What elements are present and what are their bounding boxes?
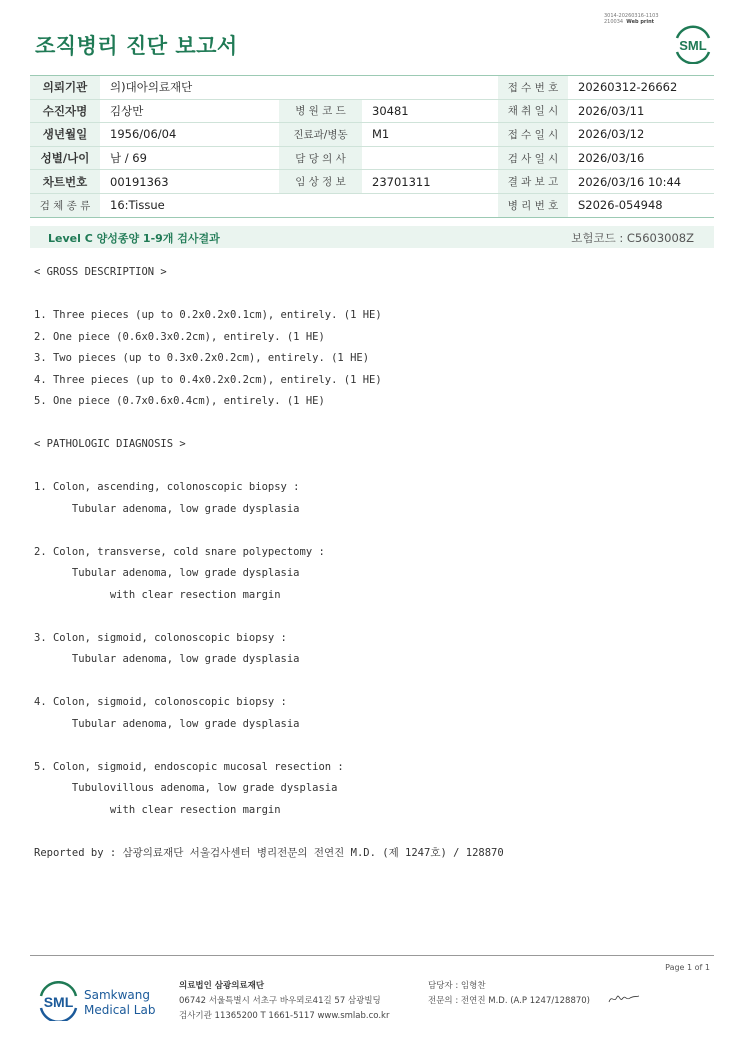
label-department: 진료과/병동	[279, 123, 362, 147]
samkwang-logo	[36, 981, 81, 1021]
label-pathology-number: 병 리 번 호	[498, 193, 568, 217]
value-collection-date: 2026/03/11	[568, 99, 714, 123]
footer-address: 06742 서울특별시 서초구 바우뫼로41길 57 삼광빌딩	[179, 996, 381, 1006]
print-id	[604, 13, 659, 25]
report-body: < GROSS DESCRIPTION > 1. Three pieces (up to 0.2x0.2x0.1cm), entirely. (1 HE) 2. One piece (0.6x0.3x0.2cm), entirely. (1 HE) 3. Two pieces (up to 0.3x0.2x0.2cm), entirely. (1 HE) 4. Three pieces (up to 0.4x0.2x0.2cm), entirely. (1 HE) 5. One piece (0.7x0.6x0.4cm), entirely. (1 HE) < PATHOLOGIC DIAGNOSIS > 1. Colon, ascending, colonoscopic biopsy : Tubular adenoma, low grade dysplasia 2. Colon, transverse, cold snare polypectomy : Tubular adenoma, low grade dysplasia with clear resection margin 3. Colon, sigmoid, colonoscopic biopsy : Tubular adenoma, low grade dysplasia 4. Colon, sigmoid, colonoscopic biopsy : Tubular adenoma, low grade dysplasia 5. Colon, sigmoid, endoscopic mucosal resection : Tubulovillous adenoma, low grade dysplasia with clear resection margin Reported by : 삼광의료재단 서울검사센터 병리전문의 전연진 M.D. (제 1247호) / 128870	[34, 266, 504, 859]
footer-divider	[30, 955, 714, 956]
brand-name-line2: Medical Lab	[84, 1003, 156, 1017]
manager-name: 임형찬	[460, 981, 486, 991]
label-clinical-info: 임 상 정 보	[279, 170, 362, 194]
patient-info-table	[30, 75, 714, 218]
info-row	[30, 170, 714, 194]
value-specimen-type: 16:Tissue	[100, 193, 498, 217]
label-birth-date: 생년월일	[30, 123, 100, 147]
label-physician: 담 당 의 사	[279, 146, 362, 170]
footer-org: 의료법인 삼광의료재단	[179, 981, 265, 991]
value-pathology-number: S2026-054948	[568, 193, 714, 217]
info-row	[30, 146, 714, 170]
label-requesting-institution: 의뢰기관	[30, 76, 100, 100]
label-sex-age: 성별/나이	[30, 146, 100, 170]
section-title: Level C 양성종양 1-9개 검사결과	[48, 232, 220, 245]
label-specimen-type: 검 체 종 류	[30, 193, 100, 217]
footer-contact: 검사기관 11365200 T 1661-5117 www.smlab.co.kr	[179, 1011, 390, 1021]
value-received-date: 2026/03/12	[568, 123, 714, 147]
value-result-report: 2026/03/16 10:44	[568, 170, 714, 194]
value-test-date: 2026/03/16	[568, 146, 714, 170]
info-row	[30, 193, 714, 217]
label-received-date: 접 수 일 시	[498, 123, 568, 147]
value-clinical-info: 23701311	[362, 170, 498, 194]
label-accession-number: 접 수 번 호	[498, 76, 568, 100]
footer-address-block	[179, 979, 389, 1024]
label-hospital-code: 병 원 코 드	[279, 99, 362, 123]
value-requesting-institution: 의)대아의료재단	[100, 76, 498, 100]
info-row	[30, 76, 714, 100]
page-number: Page 1 of 1	[665, 963, 710, 972]
value-physician	[362, 146, 498, 170]
footer-staff-block	[428, 979, 590, 1009]
brand-name-line1: Samkwang	[84, 988, 150, 1002]
value-sex-age: 남 / 69	[100, 146, 279, 170]
print-id-line2: 210034 Web print	[604, 19, 655, 25]
info-row	[30, 123, 714, 147]
footer-logo-text: SML	[43, 994, 74, 1010]
label-result-report: 결 과 보 고	[498, 170, 568, 194]
page-title: 조직병리 진단 보고서	[35, 34, 238, 58]
value-hospital-code: 30481	[362, 99, 498, 123]
signature-image	[607, 992, 641, 1006]
result-section-header	[30, 226, 714, 248]
value-chart-number: 00191363	[100, 170, 279, 194]
value-patient-name: 김상만	[100, 99, 279, 123]
specialist-name: 전연진 M.D. (A.P 1247/128870)	[460, 996, 590, 1006]
label-patient-name: 수진자명	[30, 99, 100, 123]
specialist-label: 전문의 :	[428, 996, 459, 1006]
manager-label: 담당자 :	[428, 981, 459, 991]
insurance-code: 보험코드 : C5603008Z	[571, 231, 694, 245]
value-accession-number: 20260312-26662	[568, 76, 714, 100]
label-chart-number: 차트번호	[30, 170, 100, 194]
label-collection-date: 채 취 일 시	[498, 99, 568, 123]
logo-text: SML	[679, 38, 707, 53]
value-department: M1	[362, 123, 498, 147]
label-test-date: 검 사 일 시	[498, 146, 568, 170]
sml-logo	[671, 24, 715, 64]
print-id-line1: 3014-20260316-1103	[604, 13, 659, 19]
info-row	[30, 99, 714, 123]
value-birth-date: 1956/06/04	[100, 123, 279, 147]
